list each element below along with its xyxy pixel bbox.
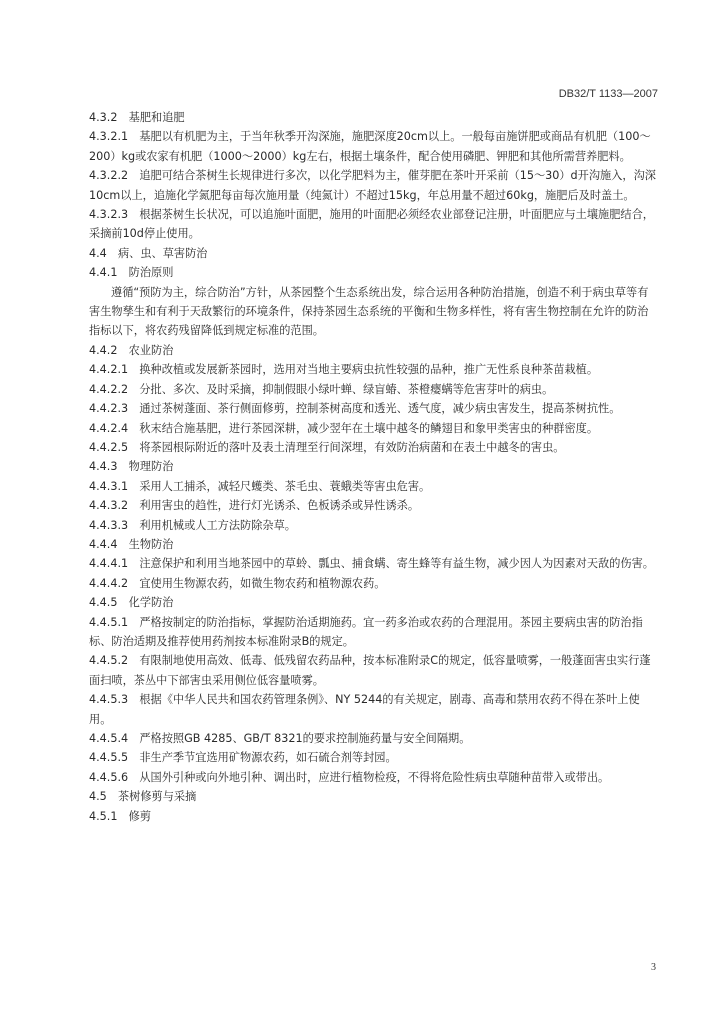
paragraph: 4.4.3.1 采用人工捕杀，减轻尺蠖类、茶毛虫、蓑蛾类等害虫危害。 xyxy=(89,479,431,493)
paragraph: 遵循“预防为主，综合防治”方针，从茶园整个生态系统出发，综合运用各种防治措施，创造不利于病虫草等有害生物孳生和有利于天敌繁衍的环境条件，保持茶园生态系统的平衡和生物多样性，将有害生物控制在允许的防治指标以下，将农药残留降低到规定标准的范围。 xyxy=(89,285,649,338)
paragraph: 4.4.2.4 秋末结合施基肥，进行茶园深耕，减少翌年在土壤中越冬的鳞翅目和象甲类害虫的种群密度。 xyxy=(89,421,599,435)
paragraph: 4.4.5.3 根据《中华人民共和国农药管理条例》、NY 5244的有关规定，剧毒、高毒和禁用农药不得在茶叶上使用。 xyxy=(89,693,640,726)
paragraph: 4.4.2.1 换种改植或发展新茶园时，选用对当地主要病虫抗性较强的品种，推广无性系良种茶苗栽植。 xyxy=(89,363,599,377)
paragraph: 4.4.5.6 从国外引种或向外地引种、调出时，应进行植物检疫，不得将危险性病虫草随种苗带入或带出。 xyxy=(89,770,610,784)
paragraph: 4.4.3.2 利用害虫的趋性，进行灯光诱杀、色板诱杀或异性诱杀。 xyxy=(89,499,420,513)
paragraph: 4.4.2.5 将茶园根际附近的落叶及表土清理至行间深埋，有效防治病菌和在表土中越冬的害虫。 xyxy=(89,440,565,454)
section-heading: 4.4.1 防治原则 xyxy=(89,266,174,280)
paragraph: 4.4.2.2 分批、多次、及时采摘，抑制假眼小绿叶蝉、绿盲蝽、茶橙瘿螨等危害芽叶的病虫。 xyxy=(89,382,554,396)
section-heading: 4.5.1 修剪 xyxy=(89,809,152,823)
section-heading: 4.5 茶树修剪与采摘 xyxy=(89,790,197,804)
paragraph: 4.4.4.1 注意保护和利用当地茶园中的草蛉、瓢虫、捕食螨、寄生蜂等有益生物，减少因人为因素对天敌的伤害。 xyxy=(89,557,654,571)
paragraph: 4.4.5.4 严格按照GB 4285、GB/T 8321的要求控制施药量与安全间隔期。 xyxy=(89,732,471,745)
paragraph: 4.4.5.5 非生产季节宜选用矿物源农药，如石硫合剂等封园。 xyxy=(89,751,397,765)
section-heading: 4.4.5 化学防治 xyxy=(89,596,174,610)
section-heading: 4.4.2 农业防治 xyxy=(89,343,174,357)
section-heading: 4.3.2 基肥和追肥 xyxy=(89,111,185,124)
paragraph: 4.3.2.1 基肥以有机肥为主，于当年秋季开沟深施，施肥深度20cm以上。一般每亩施饼肥或商品有机肥（100～200）kg或农家有机肥（1000～2000）kg左右，根据土壤条件，配合使用磷肥、钾肥和其他所需营养肥料。 xyxy=(89,130,651,163)
paragraph: 4.4.4.2 宜使用生物源农药，如微生物农药和植物源农药。 xyxy=(89,576,386,590)
section-heading: 4.4.4 生物防治 xyxy=(89,537,174,551)
paragraph: 4.3.2.2 追肥可结合茶树生长规律进行多次，以化学肥料为主，催芽肥在茶叶开采前（15～30）d开沟施入，沟深10cm以上，追施化学氮肥每亩每次施用量（纯氮计）不超过15kg，年总用量不超过60kg，施肥后及时盖土。 xyxy=(89,169,656,202)
paragraph: 4.4.2.3 通过茶树蓬面、茶行侧面修剪，控制茶树高度和透光、透气度，减少病虫害发生，提高茶树抗性。 xyxy=(89,402,621,416)
page-number: 3 xyxy=(651,962,656,973)
document-body xyxy=(89,108,657,826)
paragraph: 4.4.3.3 利用机械或人工方法防除杂草。 xyxy=(89,518,296,532)
section-heading: 4.4.3 物理防治 xyxy=(89,460,174,474)
paragraph: 4.4.5.1 严格按制定的防治指标，掌握防治适期施药。宜一药多治或农药的合理混用。茶园主要病虫害的防治指标、防治适期及推荐使用药剂按本标准附录B的规定。 xyxy=(89,615,643,648)
section-heading: 4.4 病、虫、草害防治 xyxy=(89,246,208,260)
paragraph: 4.3.2.3 根据茶树生长状况，可以追施叶面肥，施用的叶面肥必须经农业部登记注册，叶面肥应与土壤施肥结合，采摘前10d停止使用。 xyxy=(89,208,654,241)
paragraph: 4.4.5.2 有限制地使用高效、低毒、低残留农药品种，按本标准附录C的规定，低容量喷雾，一般蓬面害虫实行蓬面扫喷，茶丛中下部害虫采用侧位低容量喷雾。 xyxy=(89,654,651,687)
doc-code: DB32/T 1133—2007 xyxy=(558,88,658,100)
